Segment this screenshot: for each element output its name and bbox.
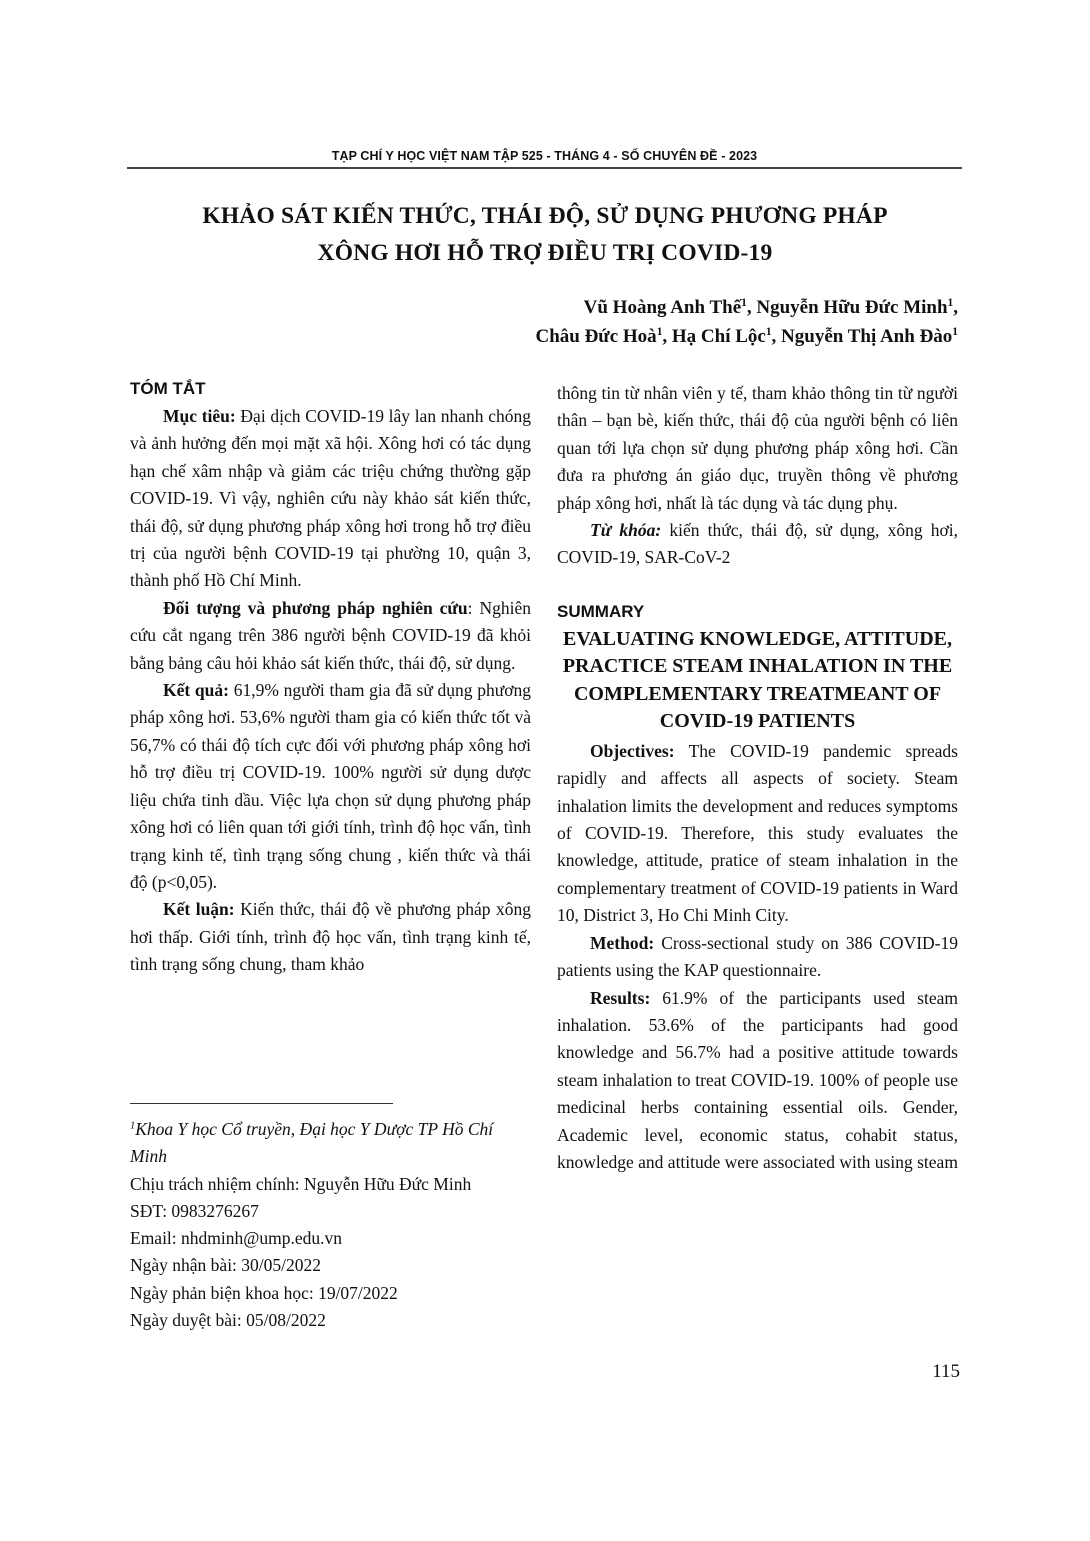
- results-text: 61,9% người tham gia đã sử dụng phương pháp xông hơi. 53,6% người tham gia có kiến thức tốt và 56,7% có thái độ tích cực đối với phương pháp xông hơi hỗ trợ điều trị COVID-19. 100% người sử dụng dược liệu chứa tinh dầu. Việc lựa chọn sử dụng phương pháp xông hơi có liên quan tới giới tính, trình độ học vấn, tình trạng kinh tế, tình trạng sống chung , kiến thức và thái độ (p<0,05).: [130, 680, 532, 892]
- abstract-vi-methods: [130, 595, 531, 677]
- abstract-vi-keywords: [557, 517, 958, 572]
- author-name: Nguyễn Thị Anh Đào: [781, 326, 953, 347]
- email: Email: nhdminh@ump.edu.vn: [130, 1228, 342, 1249]
- phone: SĐT: 0983276267: [130, 1200, 259, 1221]
- keywords-text: kiến thức, thái độ, sử dụng, xông hơi, COVID-19, SAR-CoV-2: [557, 520, 958, 568]
- author-line-2: [535, 322, 958, 351]
- results-label: Kết quả:: [163, 680, 229, 701]
- author-separator: ,: [746, 297, 757, 318]
- method-text: Cross-sectional study on 386 COVID-19 patients using the KAP questionnaire.: [557, 932, 958, 981]
- results-text-en: 61.9% of the participants used steam inhalation. 53.6% of the participants had good knowledge and 56.7% had a positive attitude towards steam inhalation to treat COVID-19. 100% of people use medicinal herbs containing essential oils. Gender, Academic level, economic status, cohabit status, knowledge and attitude were associated with using steam: [557, 987, 958, 1172]
- footnote-rule: [130, 1103, 393, 1104]
- author-separator: ,: [662, 326, 672, 347]
- author-affiliation-sup: 1: [656, 326, 663, 339]
- author-line-1: [535, 293, 958, 322]
- date-accepted: Ngày duyệt bài: 05/08/2022: [130, 1310, 326, 1331]
- author-list: [535, 293, 958, 351]
- author-affiliation-sup: 1: [741, 297, 747, 310]
- author-name: Vũ Hoàng Anh Thế: [583, 297, 742, 318]
- summary-heading: SUMMARY: [557, 601, 645, 621]
- objective-text: Đại dịch COVID-19 lây lan nhanh chóng và ảnh hưởng đến mọi mặt xã hội. Xông hơi có tác dụng hạn chế xâm nhập và giảm các triệu chứng thường gặp COVID-19. Vì vậy, nghiên cứu này khảo sát kiến thức, thái độ, sử dụng phương pháp xông hơi trong hỗ trợ điều trị của người bệnh COVID-19 tại phường 10, quận 3, thành phố Hồ Chí Minh.: [130, 406, 531, 591]
- author-affiliation-sup: 1: [765, 326, 772, 339]
- page-number: 115: [932, 1361, 960, 1382]
- abstract-vi-conclusion-start: [130, 896, 531, 978]
- abstract-vi-objective: [130, 403, 531, 595]
- date-received: Ngày nhận bài: 30/05/2022: [130, 1255, 322, 1276]
- abstract-en-method: [557, 930, 958, 985]
- title-line-2: XÔNG HƠI HỖ TRỢ ĐIỀU TRỊ COVID-19: [317, 240, 773, 266]
- date-reviewed: Ngày phản biện khoa học: 19/07/2022: [130, 1282, 398, 1303]
- author-name: Hạ Chí Lộc: [671, 326, 766, 347]
- abstract-en-results: [557, 985, 958, 1177]
- affiliation-text: Khoa Y học Cổ truyền, Đại học Y Dược TP Hồ Chí Minh: [130, 1119, 494, 1167]
- left-column: [130, 375, 531, 979]
- methods-label: Đối tượng và phương pháp nghiên cứu: [163, 597, 468, 618]
- author-separator: ,: [953, 297, 958, 318]
- author-separator: ,: [771, 326, 782, 347]
- article-title: [130, 198, 960, 272]
- abstract-vi-results: [130, 677, 531, 896]
- footnotes: [130, 1116, 531, 1334]
- affiliation-sup: 1: [130, 1120, 136, 1132]
- conclusion-label: Kết luận:: [163, 899, 235, 920]
- objectives-text: The COVID-19 pandemic spreads rapidly and affects all aspects of society. Steam inhalation limits the development and reduces symptoms of COVID-19. Therefore, this study evaluates the knowledge, attitude, pratice of steam inhalation in the complementary treatment of COVID-19 patients in Ward 10, District 3, Ho Chi Minh City.: [557, 740, 958, 926]
- abstract-en-objectives: [557, 738, 958, 930]
- author-name: Nguyễn Hữu Đức Minh: [756, 297, 948, 318]
- conclusion-text: Kiến thức, thái độ về phương pháp xông hơi thấp. Giới tính, trình độ học vấn, tình trạng kinh tế, tình trạng sống chung, tham khảo: [130, 899, 531, 975]
- abstract-vi-heading: TÓM TẮT: [130, 379, 206, 398]
- english-title: EVALUATING KNOWLEDGE, ATTITUDE, PRACTICE STEAM INHALATION IN THE COMPLEMENTARY TREATMEANT OF COVID-19 PATIENTS: [562, 627, 953, 733]
- method-label: Method:: [590, 932, 655, 953]
- results-label-en: Results:: [590, 987, 651, 1008]
- keywords-label: Từ khóa:: [590, 520, 662, 541]
- author-name: Châu Đức Hoà: [535, 326, 657, 347]
- right-column: [557, 380, 958, 1176]
- objective-label: Mục tiêu:: [163, 406, 236, 426]
- author-affiliation-sup: 1: [947, 297, 954, 310]
- header-rule: [127, 167, 962, 169]
- abstract-vi-conclusion-continued: thông tin từ nhân viên y tế, tham khảo thông tin từ người thân – bạn bè, kiến thức, thái độ của người bệnh có liên quan tới lựa chọn sử dụng phương pháp xông hơi. Cần đưa ra phương án giáo dục, truyền thông về phương pháp xông hơi, nhất là tác dụng và tác dụng phụ.: [557, 383, 958, 513]
- journal-running-head: TẠP CHÍ Y HỌC VIỆT NAM TẬP 525 - THÁNG 4 - SỐ CHUYÊN ĐỀ - 2023: [331, 149, 758, 163]
- affiliation-footnote: [130, 1116, 531, 1171]
- corresponding-author: Chịu trách nhiệm chính: Nguyễn Hữu Đức Minh: [130, 1173, 472, 1194]
- objectives-label: Objectives:: [590, 740, 675, 761]
- title-line-1: KHẢO SÁT KIẾN THỨC, THÁI ĐỘ, SỬ DỤNG PHƯƠNG PHÁP: [202, 203, 888, 229]
- author-affiliation-sup: 1: [952, 326, 958, 339]
- methods-text: : Nghiên cứu cắt ngang trên 386 người bệnh COVID-19 đã khỏi bằng bảng câu hỏi khảo sát kiến thức, thái độ, sử dụng.: [130, 597, 531, 673]
